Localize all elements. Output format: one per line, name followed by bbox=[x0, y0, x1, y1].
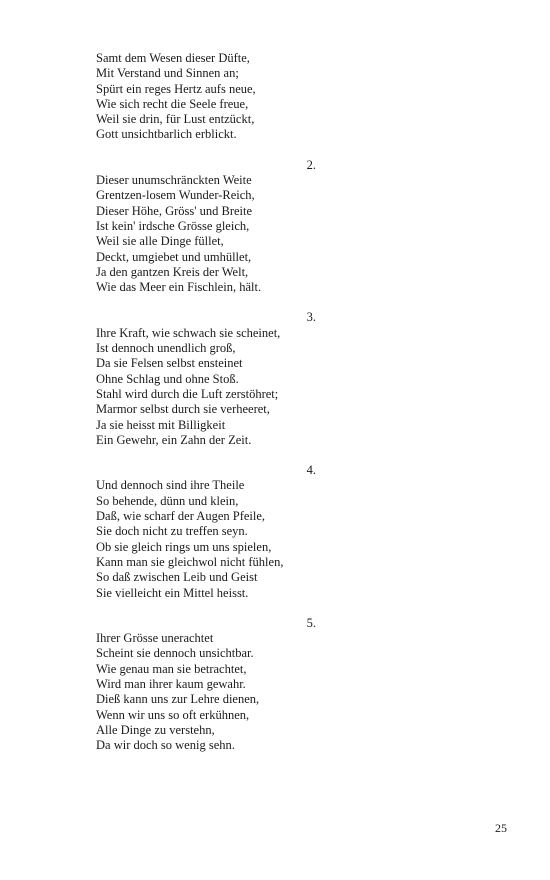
stanza-5-line-8: Da wir doch so wenig sehn. bbox=[96, 738, 235, 753]
stanza-number: 5. bbox=[306, 615, 316, 630]
stanza-2-line-5: Weil sie alle Dinge füllet, bbox=[96, 234, 224, 249]
stanza-2-line-3: Dieser Höhe, Gröss' und Breite bbox=[96, 203, 253, 218]
stanza-gap bbox=[96, 295, 316, 310]
stanza-4-line-5: Ob sie gleich rings um uns spielen, bbox=[96, 539, 272, 554]
stanza-3-line-1: Ihre Kraft, wie schwach sie scheinet, bbox=[96, 325, 281, 340]
stanza-1-line-1: Samt dem Wesen dieser Düfte, bbox=[96, 51, 250, 65]
stanza-3-line-4: Ohne Schlag und ohne Stoß. bbox=[96, 371, 239, 386]
stanza-4-line-3: Daß, wie scharf der Augen Pfeile, bbox=[96, 509, 266, 524]
stanza-2-line-8: Wie das Meer ein Fischlein, hält. bbox=[96, 280, 262, 295]
stanza-4-line-7: So daß zwischen Leib und Geist bbox=[96, 570, 258, 585]
stanza-5-line-1: Ihrer Grösse unerachtet bbox=[96, 631, 214, 646]
stanza-1-line-2: Mit Verstand und Sinnen an; bbox=[96, 66, 239, 81]
stanza-2-line-7: Ja den gantzen Kreis der Welt, bbox=[96, 264, 249, 279]
stanza-3-line-2: Ist dennoch unendlich groß, bbox=[96, 341, 236, 356]
stanza-1-continuation bbox=[96, 51, 316, 143]
stanza-4-line-6: Kann man sie gleichwol nicht fühlen, bbox=[96, 554, 284, 569]
stanza-5 bbox=[96, 616, 316, 754]
stanza-3-line-5: Stahl wird durch die Luft zerstöhret; bbox=[96, 386, 279, 401]
stanza-3-line-7: Ja sie heisst mit Billigkeit bbox=[96, 417, 226, 432]
stanza-gap bbox=[96, 143, 316, 158]
stanza-4 bbox=[96, 463, 316, 601]
stanza-3-line-6: Marmor selbst durch sie verheeret, bbox=[96, 402, 270, 417]
stanza-2 bbox=[96, 158, 316, 296]
stanza-2-line-1: Dieser unumschränckten Weite bbox=[96, 173, 252, 188]
stanza-5-line-5: Dieß kann uns zur Lehre dienen, bbox=[96, 692, 260, 707]
stanza-gap bbox=[96, 448, 316, 463]
stanza-4-line-8: Sie vielleicht ein Mittel heisst. bbox=[96, 585, 249, 600]
stanza-4-line-2: So behende, dünn und klein, bbox=[96, 493, 239, 508]
stanza-5-line-4: Wird man ihrer kaum gewahr. bbox=[96, 676, 246, 691]
stanza-number: 2. bbox=[306, 157, 316, 172]
stanza-5-line-3: Wie genau man sie betrachtet, bbox=[96, 661, 247, 676]
stanza-3-line-3: Da sie Felsen selbst ensteinet bbox=[96, 356, 243, 371]
stanza-number: 3. bbox=[306, 310, 316, 325]
stanza-gap bbox=[96, 601, 316, 616]
stanza-3 bbox=[96, 310, 316, 448]
stanza-5-line-6: Wenn wir uns so oft erkühnen, bbox=[96, 707, 250, 722]
page-number: 25 bbox=[495, 821, 507, 835]
stanza-5-line-7: Alle Dinge zu verstehn, bbox=[96, 722, 215, 737]
stanza-number: 4. bbox=[306, 463, 316, 478]
stanza-3-line-8: Ein Gewehr, ein Zahn der Zeit. bbox=[96, 432, 252, 447]
stanza-1-line-3: Spürt ein reges Hertz aufs neue, bbox=[96, 81, 256, 96]
stanza-1-line-5: Weil sie drin, für Lust entzückt, bbox=[96, 112, 255, 127]
stanza-1-line-6: Gott unsichtbarlich erblickt. bbox=[96, 127, 237, 142]
stanza-2-line-2: Grentzen-losem Wunder-Reich, bbox=[96, 188, 255, 203]
stanza-4-line-1: Und dennoch sind ihre Theile bbox=[96, 478, 245, 493]
stanza-4-line-4: Sie doch nicht zu treffen seyn. bbox=[96, 524, 248, 539]
stanza-1-line-4: Wie sich recht die Seele freue, bbox=[96, 96, 249, 111]
stanza-5-line-2: Scheint sie dennoch unsichtbar. bbox=[96, 646, 254, 661]
stanza-2-line-6: Deckt, umgiebet und umhüllet, bbox=[96, 249, 252, 264]
stanza-2-line-4: Ist kein' irdsche Grösse gleich, bbox=[96, 218, 250, 233]
poem-text bbox=[96, 51, 316, 753]
